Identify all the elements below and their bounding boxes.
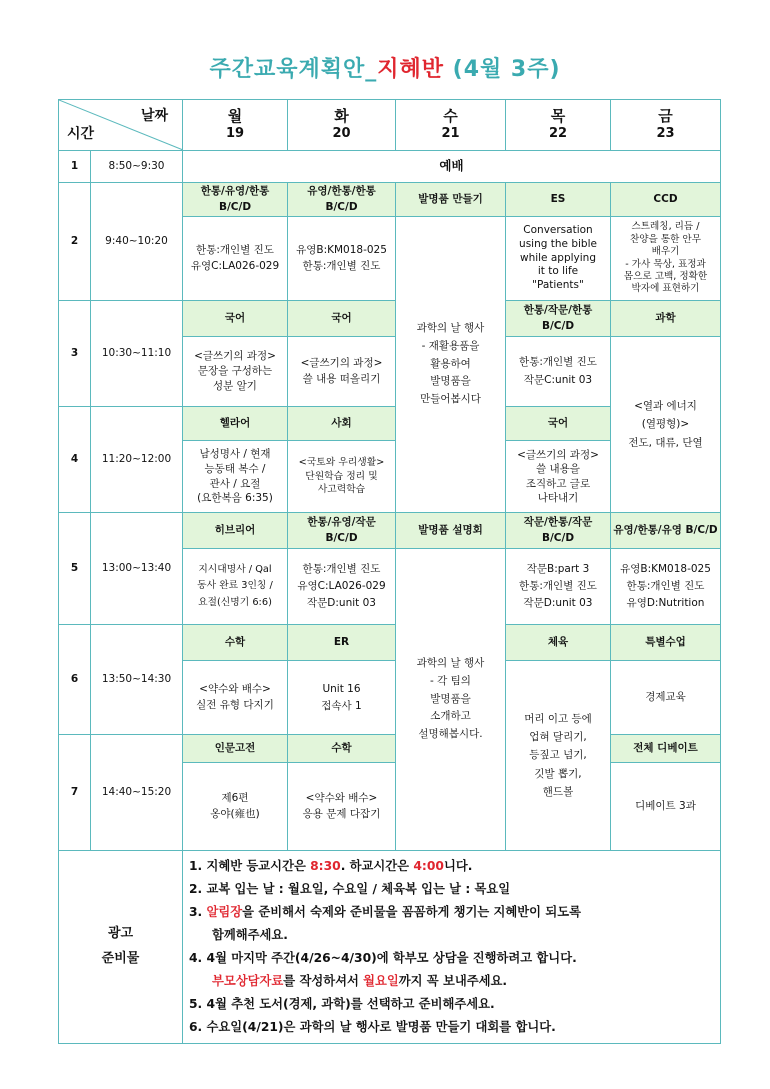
subject-p6-tue: ER: [288, 625, 396, 661]
content-p6-mon: <약수와 배수> 실전 유형 다지기: [183, 661, 288, 735]
content-p5-thu: 작문B:part 3 한통:개인별 진도 작문D:unit 03: [506, 549, 611, 625]
period-5-subject-row: [59, 513, 721, 549]
subject-p2-tue: 유영/한통/한통 B/C/D: [288, 183, 396, 217]
period-time: 8:50~9:30: [91, 151, 183, 183]
subject-p7-fri: 전체 디베이트: [611, 735, 721, 763]
period-time: 9:40~10:20: [91, 183, 183, 301]
subject-p5-tue: 한통/유영/작문 B/C/D: [288, 513, 396, 549]
subject-p5-thu: 작문/한통/작문 B/C/D: [506, 513, 611, 549]
period-7-subject-row: [59, 735, 721, 763]
day-fri: 금 23: [611, 100, 721, 151]
content-p7-tue: <약수와 배수> 응용 문제 다잡기: [288, 763, 396, 851]
subject-p7-mon: 인문고전: [183, 735, 288, 763]
content-p3-thu: 한통:개인별 진도 작문C:unit 03: [506, 337, 611, 407]
period-time: 13:50~14:30: [91, 625, 183, 735]
period-num: 7: [59, 735, 91, 851]
class-name: 지혜반: [377, 57, 444, 82]
notes-row: [59, 851, 721, 1044]
notice-item: 부모상담자료를 작성하셔서 월요일까지 꼭 보내주세요.: [212, 974, 508, 988]
period-6-subject-row: [59, 625, 721, 661]
content-p7-fri: 디베이트 3과: [611, 763, 721, 851]
subject-p4-mon: 헬라어: [183, 407, 288, 441]
worship-cell: 예배: [183, 151, 721, 183]
period-num: 3: [59, 301, 91, 407]
subject-p7-tue: 수학: [288, 735, 396, 763]
content-p2-mon: 한통:개인별 진도 유영C:LA026-029: [183, 217, 288, 301]
period-num: 6: [59, 625, 91, 735]
period-3-subject-row: [59, 301, 721, 337]
subject-p2-mon: 한통/유영/한통 B/C/D: [183, 183, 288, 217]
day-mon: 월 19: [183, 100, 288, 151]
content-p4-thu: <글쓰기의 과정> 쓸 내용을 조직하고 글로 나타내기: [506, 441, 611, 513]
period-num: 2: [59, 183, 91, 301]
subject-p3-thu: 한통/작문/한통 B/C/D: [506, 301, 611, 337]
period-time: 13:00~13:40: [91, 513, 183, 625]
period-num: 1: [59, 151, 91, 183]
notice-item: 3. 알림장을 준비해서 숙제와 준비물을 꼼꼼하게 챙기는 지혜반이 되도록: [189, 905, 581, 919]
day-thu: 목 22: [506, 100, 611, 151]
subject-p4-thu: 국어: [506, 407, 611, 441]
content-p5-fri: 유영B:KM018-025 한통:개인별 진도 유영D:Nutrition: [611, 549, 721, 625]
subject-p2-thu: ES: [506, 183, 611, 217]
period-num: 5: [59, 513, 91, 625]
content-p2-fri: 스트레칭, 리듬 / 찬양을 통한 안무 배우기 - 가사 묵상, 표정과 몸으로 고백, 정확한 박자에 표현하기: [611, 217, 721, 301]
subject-p5-fri: 유영/한통/유영 B/C/D: [611, 513, 721, 549]
subject-p3-tue: 국어: [288, 301, 396, 337]
content-p6-fri: 경제교육: [611, 661, 721, 735]
content-p3-mon: <글쓰기의 과정> 문장을 구성하는 성분 알기: [183, 337, 288, 407]
content-p3-fri: <열과 에너지 (열평형)> 전도, 대류, 단열: [611, 337, 721, 513]
subject-p5-mon: 히브리어: [183, 513, 288, 549]
content-p2-thu: Conversation using the bible while applying it to life "Patients": [506, 217, 611, 301]
day-wed: 수 21: [396, 100, 506, 151]
subject-p6-thu: 체육: [506, 625, 611, 661]
subject-p3-mon: 국어: [183, 301, 288, 337]
time-label: 시간: [67, 125, 95, 142]
period-time: 14:40~15:20: [91, 735, 183, 851]
content-p3-tue: <글쓰기의 과정> 쓸 내용 떠올리기: [288, 337, 396, 407]
content-p7-mon: 제6편 옹야(雍也): [183, 763, 288, 851]
period-time: 10:30~11:10: [91, 301, 183, 407]
date-label: 날짜: [140, 108, 168, 124]
notes-content: [183, 851, 721, 1044]
subject-p2-wed: 발명품 만들기: [396, 183, 506, 217]
header-row: [59, 100, 721, 151]
header-corner: [59, 100, 183, 151]
notice-item: 함께해주세요.: [212, 928, 288, 942]
content-p2-tue: 유영B:KM018-025 한통:개인별 진도: [288, 217, 396, 301]
content-wed-presentation: 과학의 날 행사 - 각 팀의 발명품을 소개하고 설명해봅시다.: [396, 549, 506, 851]
content-p4-mon: 남성명사 / 현재 능동태 복수 / 관사 / 요절 (요한복음 6:35): [183, 441, 288, 513]
notes-label: 광고 준비물: [59, 851, 183, 1044]
subject-p2-fri: CCD: [611, 183, 721, 217]
notice-item: 1. 지혜반 등교시간은 8:30. 하교시간은 4:00니다.: [189, 859, 473, 873]
notice-item: 6. 수요일(4/21)은 과학의 날 행사로 발명품 만들기 대회를 합니다.: [189, 1020, 556, 1034]
weekly-schedule-table: [58, 99, 721, 1044]
content-p4-tue: <국토와 우리생활> 단원학습 정리 및 사고력학습: [288, 441, 396, 513]
content-p5-mon: 지시대명사 / Qal 동사 완료 3인칭 / 요절(신명기 6:6): [183, 549, 288, 625]
subject-p3-fri: 과학: [611, 301, 721, 337]
content-wed-invention: 과학의 날 행사 - 재활용품을 활용하여 발명품을 만들어봅시다: [396, 217, 506, 513]
period-time: 11:20~12:00: [91, 407, 183, 513]
subject-p5-wed: 발명품 설명회: [396, 513, 506, 549]
notice-item: 4. 4월 마지막 주간(4/26~4/30)에 학부모 상담을 진행하려고 합니다.: [189, 951, 577, 965]
content-p6-thu: 머리 이고 등에 업혀 달리기, 등짚고 넘기, 깃발 뽑기, 핸드볼: [506, 661, 611, 851]
subject-p4-tue: 사회: [288, 407, 396, 441]
period-num: 4: [59, 407, 91, 513]
notice-item: 5. 4월 추천 도서(경제, 과학)를 선택하고 준비해주세요.: [189, 997, 495, 1011]
subject-p6-fri: 특별수업: [611, 625, 721, 661]
content-p6-tue: Unit 16 접속사 1: [288, 661, 396, 735]
subject-p6-mon: 수학: [183, 625, 288, 661]
period-1-row: [59, 151, 721, 183]
content-p5-tue: 한통:개인별 진도 유영C:LA026-029 작문D:unit 03: [288, 549, 396, 625]
notice-item: 2. 교복 입는 날 : 월요일, 수요일 / 체육복 입는 날 : 목요일: [189, 882, 511, 896]
day-tue: 화 20: [288, 100, 396, 151]
period-2-subject-row: [59, 183, 721, 217]
page-title: 주간교육계획안_지혜반 (4월 3주): [209, 57, 561, 82]
